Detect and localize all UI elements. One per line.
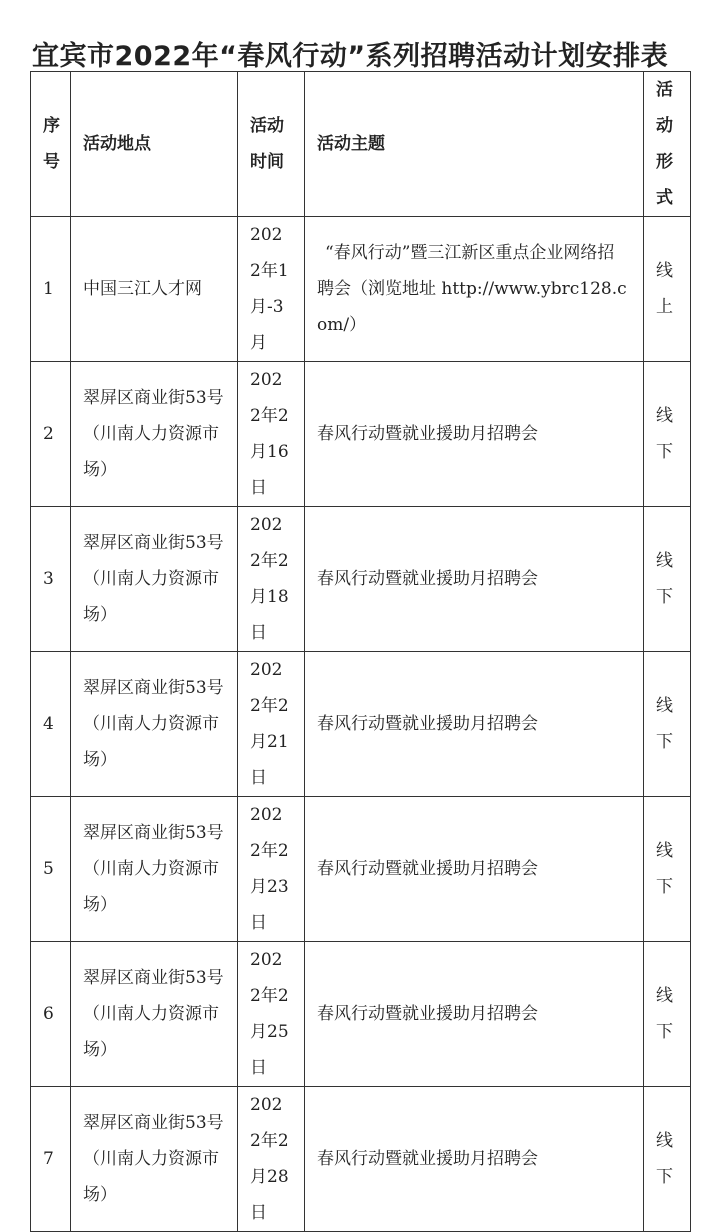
row-no: 5 xyxy=(31,797,71,942)
table-row xyxy=(31,942,691,1087)
table-row xyxy=(31,652,691,797)
header-time: 活动时间 xyxy=(238,72,305,217)
row-no: 1 xyxy=(31,217,71,362)
header-mode: 活动形式 xyxy=(644,72,691,217)
row-time: 2022年2月28日 xyxy=(238,1087,305,1232)
header-no: 序号 xyxy=(31,72,71,217)
row-location: 翠屏区商业街53号（川南人力资源市场） xyxy=(71,652,238,797)
row-location: 翠屏区商业街53号（川南人力资源市场） xyxy=(71,362,238,507)
table-row xyxy=(31,217,691,362)
header-theme: 活动主题 xyxy=(305,72,644,217)
row-no: 2 xyxy=(31,362,71,507)
row-location: 中国三江人才网 xyxy=(71,217,238,362)
table-row xyxy=(31,362,691,507)
page-title: 宜宾市2022年“春风行动”系列招聘活动计划安排表 xyxy=(32,41,669,72)
row-time: 2022年2月16日 xyxy=(238,362,305,507)
row-theme: 春风行动暨就业援助月招聘会 xyxy=(305,942,644,1087)
row-theme: “春风行动”暨三江新区重点企业网络招聘会（浏览地址 http://www.ybrc128.com/） xyxy=(305,217,644,362)
row-time: 2022年2月18日 xyxy=(238,507,305,652)
row-location: 翠屏区商业街53号（川南人力资源市场） xyxy=(71,1087,238,1232)
schedule-table xyxy=(30,71,691,1232)
table-row xyxy=(31,797,691,942)
row-no: 4 xyxy=(31,652,71,797)
row-mode: 线下 xyxy=(644,1087,691,1232)
row-theme: 春风行动暨就业援助月招聘会 xyxy=(305,652,644,797)
row-mode: 线下 xyxy=(644,797,691,942)
row-theme: 春风行动暨就业援助月招聘会 xyxy=(305,1087,644,1232)
row-mode: 线下 xyxy=(644,942,691,1087)
row-mode: 线下 xyxy=(644,652,691,797)
row-location: 翠屏区商业街53号（川南人力资源市场） xyxy=(71,507,238,652)
row-no: 3 xyxy=(31,507,71,652)
row-theme: 春风行动暨就业援助月招聘会 xyxy=(305,362,644,507)
row-time: 2022年2月21日 xyxy=(238,652,305,797)
table-row xyxy=(31,1087,691,1232)
row-no: 6 xyxy=(31,942,71,1087)
header-location: 活动地点 xyxy=(71,72,238,217)
table-header-row xyxy=(31,72,691,217)
row-location: 翠屏区商业街53号（川南人力资源市场） xyxy=(71,942,238,1087)
row-mode: 线下 xyxy=(644,362,691,507)
row-theme: 春风行动暨就业援助月招聘会 xyxy=(305,507,644,652)
row-mode: 线下 xyxy=(644,507,691,652)
row-no: 7 xyxy=(31,1087,71,1232)
row-time: 2022年2月25日 xyxy=(238,942,305,1087)
row-time: 2022年1月-3月 xyxy=(238,217,305,362)
row-time: 2022年2月23日 xyxy=(238,797,305,942)
table-row xyxy=(31,507,691,652)
row-location: 翠屏区商业街53号（川南人力资源市场） xyxy=(71,797,238,942)
row-mode: 线上 xyxy=(644,217,691,362)
row-theme: 春风行动暨就业援助月招聘会 xyxy=(305,797,644,942)
